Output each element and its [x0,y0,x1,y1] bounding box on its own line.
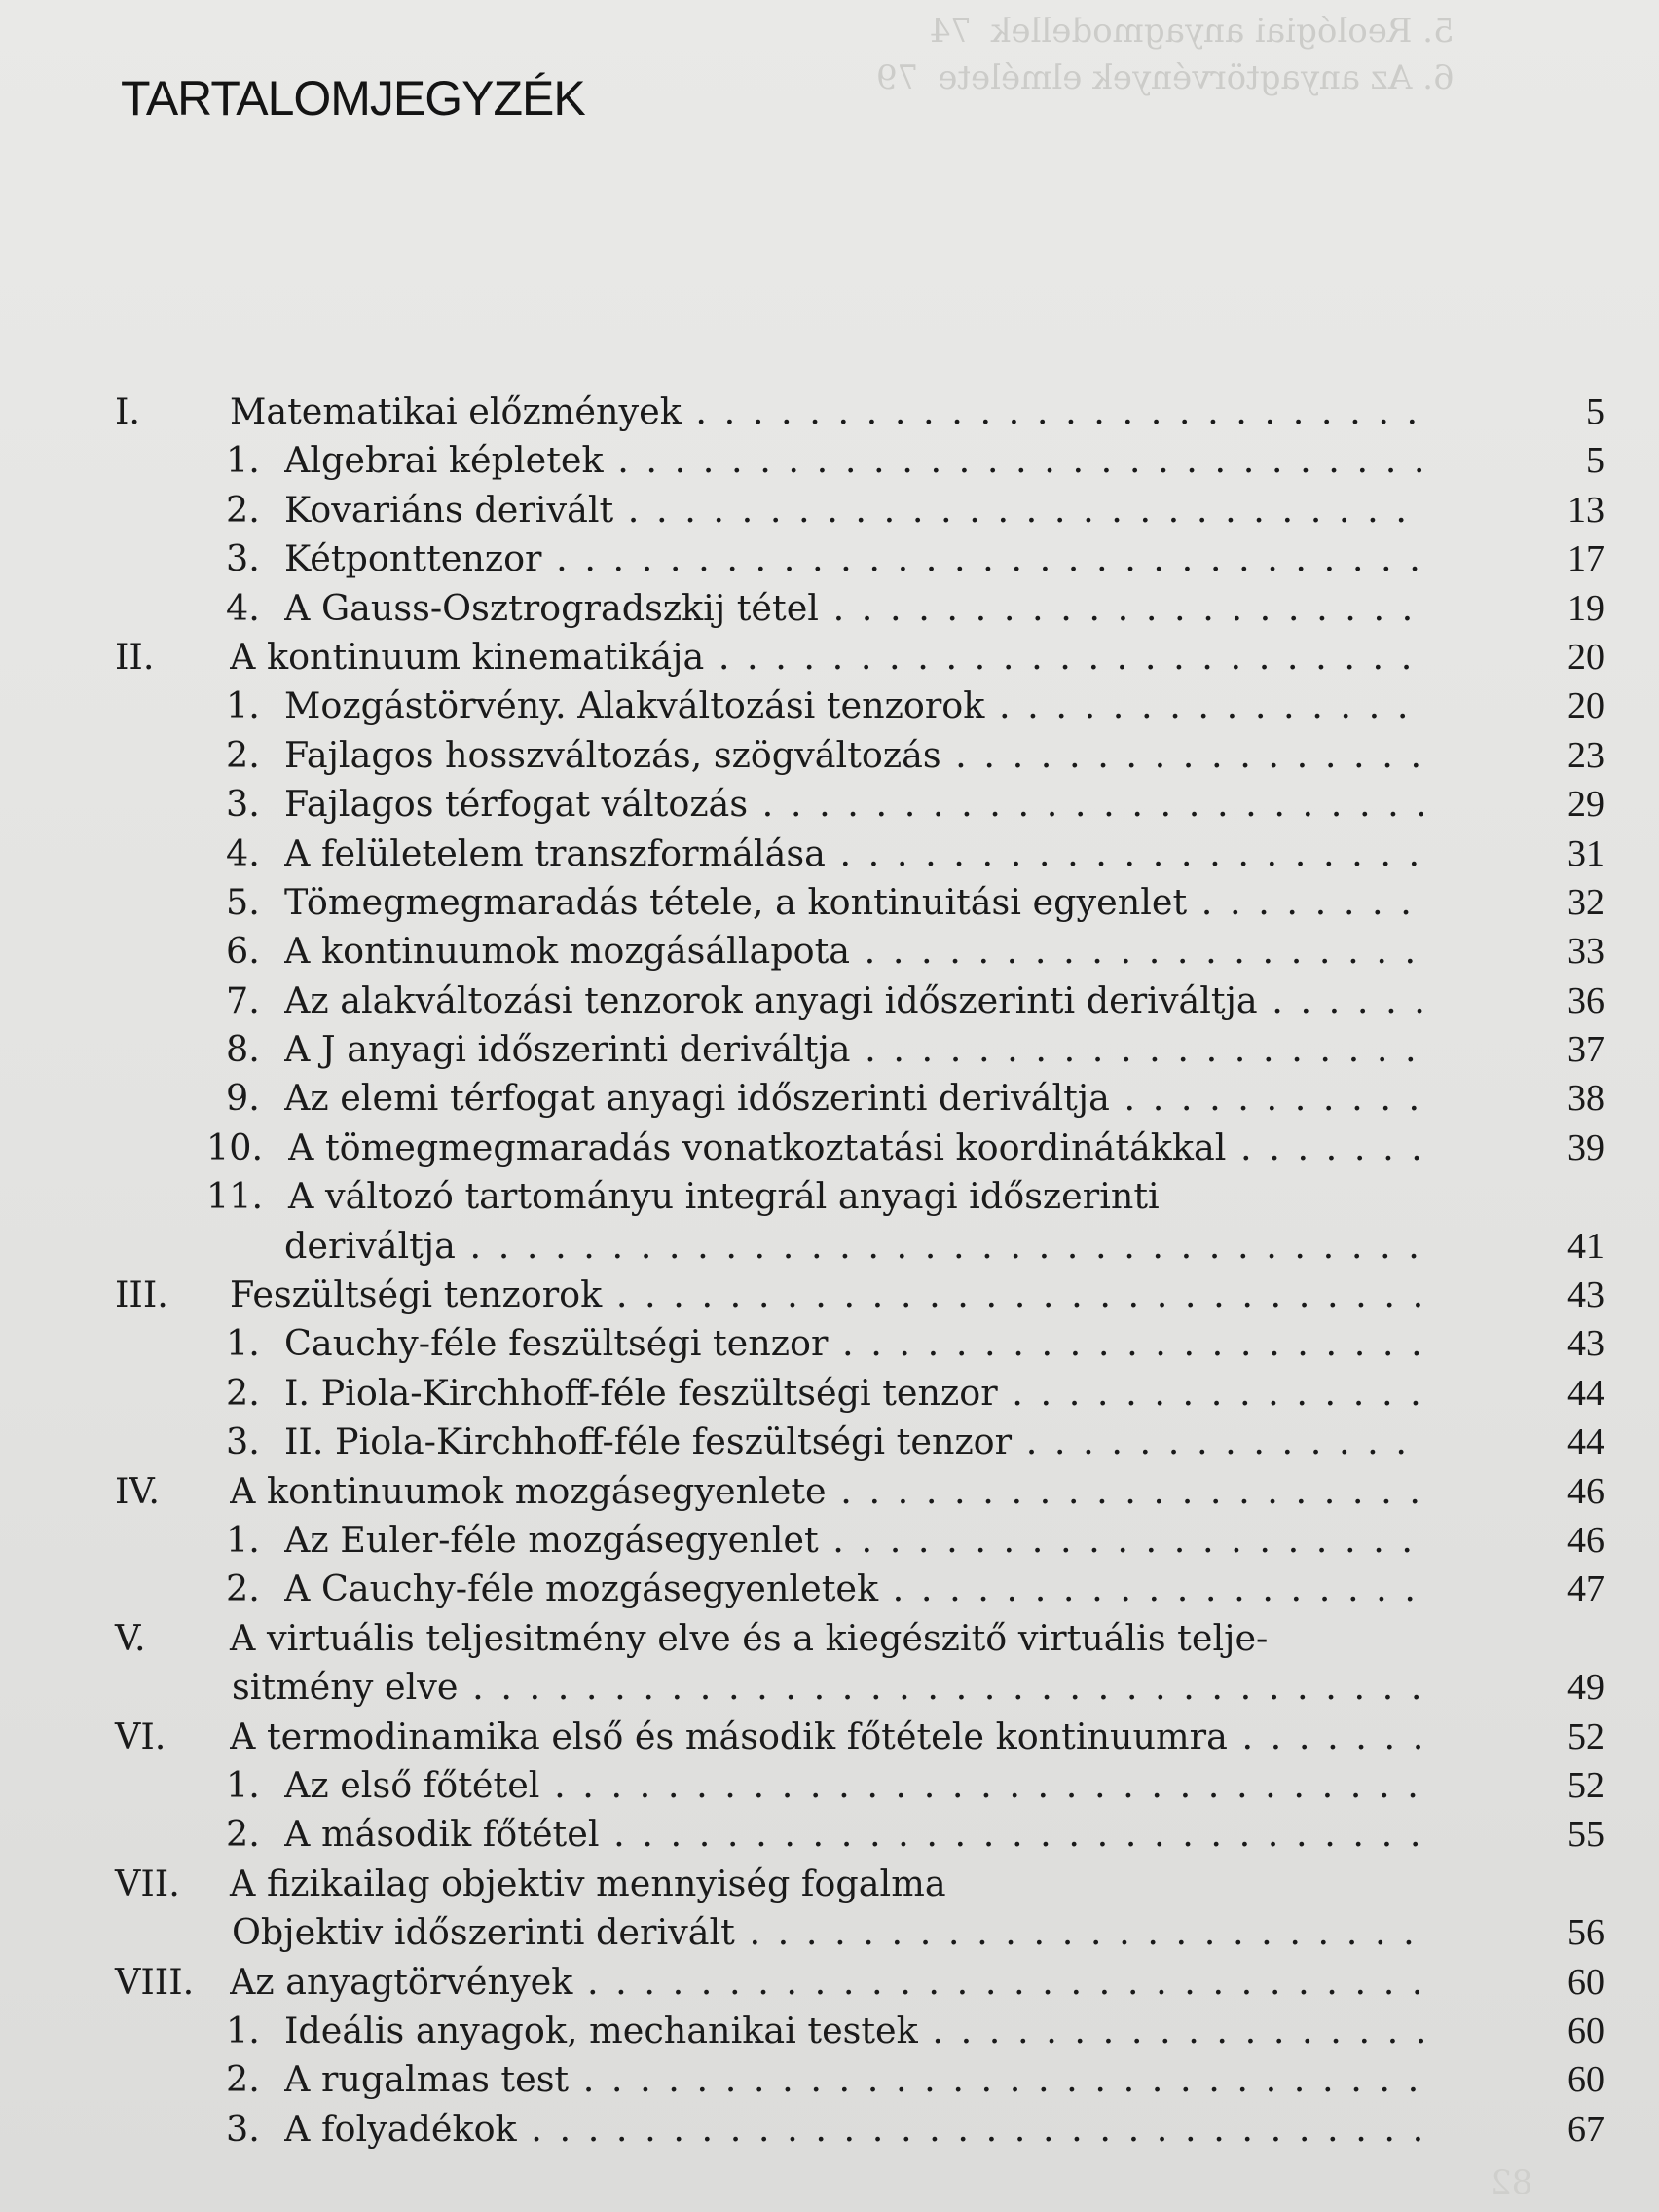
toc-entry [0,1908,1659,1957]
toc-entry-page: 5 [1586,440,1604,482]
toc-entry-number: 3. [226,2107,260,2150]
toc-entry-number: 11. [206,1175,264,1218]
toc-entry-page: 5 [1586,391,1604,432]
toc-entry-label: Az elemi térfogat anyagi időszerinti deriváltja . . . [284,1074,1423,1123]
toc-entry-number: IV. [115,1469,160,1512]
toc-entry-label: A termodinamika első és második főtétele kontinuumra . . . [230,1713,1423,1761]
toc-entry-label: Az Euler-féle mozgásegyenlet . . . [284,1516,1423,1565]
toc-entry-label: Az anyagtörvények . . . [230,1958,1423,2007]
toc-entry-page: 41 [1567,1225,1604,1267]
toc-entry-label: Cauchy-féle feszültségi tenzor . . . [284,1319,1423,1368]
ghost-line-1-label: 5. Reológiai anyagmodellek [991,12,1455,51]
bleed-through-text [876,8,1455,101]
toc-entry [0,486,1659,535]
toc-entry-page: 49 [1567,1667,1604,1709]
toc-entry-number: 6. [226,930,260,973]
toc-entry-number: 2. [226,733,260,776]
toc-entry-page: 52 [1567,1764,1604,1806]
toc-entry [0,1319,1659,1368]
toc-entry-label: Mozgástörvény. Alakváltozási tenzorok . . . [284,682,1423,730]
toc-entry-page: 29 [1567,784,1604,826]
toc-entry-page: 43 [1567,1323,1604,1365]
toc-entry-number: 1. [226,439,260,482]
toc-entry [0,436,1659,485]
toc-entry-label: Tömegmegmaradás tétele, a kontinuitási egyenlet . . . [284,878,1423,927]
toc-entry-page: 36 [1567,979,1604,1021]
toc-entry-page: 33 [1567,931,1604,973]
toc-entry-label: A tömegmegmaradás vonatkoztatási koordinátákkal . . . [288,1124,1427,1172]
toc-entry-label: deriváltja . . . [284,1222,1423,1271]
toc-entry-label: A Gauss-Osztrogradszkij tétel . . . [284,584,1423,633]
toc-entry-number: 4. [226,586,260,629]
toc-entry-number: V. [115,1616,146,1659]
toc-entry-label: Algebrai képletek . . . [284,436,1423,485]
toc-entry [0,977,1659,1025]
toc-entry-page: 32 [1567,881,1604,923]
toc-entry-number: 2. [226,1567,260,1610]
toc-entry [0,1172,1659,1221]
toc-entry [0,1467,1659,1516]
toc-entry-page: 60 [1567,1961,1604,2003]
bleed-through-page-number: 82 [1490,2163,1532,2202]
toc-entry-number: VIII. [115,1960,195,2003]
toc-entry-label: A változó tartományu integrál anyagi időszerinti [288,1175,1160,1218]
toc-entry-label: Ideális anyagok, mechanikai testek . . . [284,2007,1423,2055]
toc-entry-number: 8. [226,1028,260,1071]
toc-entry-page: 13 [1567,489,1604,531]
toc-entry-page: 56 [1567,1912,1604,1954]
toc-entry-label: Az alakváltozási tenzorok anyagi időszerinti deriváltja . . . [284,977,1423,1025]
toc-entry-label: II. Piola-Kirchhoff-féle feszültségi tenzor . . . [284,1418,1423,1466]
toc-entry [0,584,1659,633]
toc-entry-page: 52 [1567,1715,1604,1757]
toc-entry-number: VI. [115,1714,166,1757]
toc-entry [0,1663,1659,1712]
toc-entry-number: 4. [226,831,260,874]
toc-entry-number: 10. [206,1125,264,1168]
toc-entry [0,780,1659,829]
ghost-line-1-page: 74 [929,12,973,51]
toc-entry-page: 31 [1567,832,1604,874]
toc-entry-label: Feszültségi tenzorok . . . [230,1271,1423,1319]
toc-entry-number: I. [115,390,141,432]
toc-entry [0,1565,1659,1613]
ghost-line-2-page: 79 [876,58,919,97]
toc-entry-label: A felületelem transzformálása . . . [284,830,1423,878]
toc-entry [0,535,1659,583]
toc-entry-page: 60 [1567,2059,1604,2101]
toc-entry [0,1713,1659,1761]
toc-entry-page: 17 [1567,538,1604,580]
toc-entry-number: 2. [226,1813,260,1856]
toc-entry-number: 2. [226,488,260,531]
toc-entry-page: 60 [1567,2009,1604,2051]
toc-entry-number: 5. [226,880,260,923]
toc-entry [0,682,1659,730]
toc-entry-number: 1. [226,1763,260,1806]
toc-entry-label: Kétponttenzor . . . [284,535,1423,583]
toc-entry-label: A második főtétel . . . [284,1810,1423,1859]
toc-entry [0,2055,1659,2104]
toc-entry [0,830,1659,878]
toc-entry-number: 2. [226,1371,260,1414]
toc-entry-label: Fajlagos hosszváltozás, szögváltozás . . . [284,731,1423,780]
toc-entry-label: A kontinuumok mozgásegyenlete . . . [230,1467,1423,1516]
toc-entry-number: 2. [226,2058,260,2101]
toc-entry [0,1222,1659,1271]
toc-entry-page: 38 [1567,1078,1604,1120]
toc-entry-label: Fajlagos térfogat változás . . . [284,780,1423,829]
toc-entry-number: III. [115,1273,168,1316]
toc-entry-page: 47 [1567,1568,1604,1610]
toc-entry-number: 1. [226,1518,260,1561]
toc-entry-label: A Cauchy-féle mozgásegyenletek . . . [284,1565,1423,1613]
toc-entry [0,1810,1659,1859]
toc-entry-label: sitmény elve . . . [232,1663,1423,1712]
toc-entry [0,1025,1659,1074]
toc-entry [0,1074,1659,1123]
toc-entry-page: 20 [1567,685,1604,727]
toc-entry [0,1614,1659,1663]
toc-entry-page: 44 [1567,1421,1604,1463]
toc-entry-label: A fizikailag objektiv mennyiség fogalma [230,1862,946,1904]
toc-entry-page: 39 [1567,1126,1604,1168]
toc-entry-page: 46 [1567,1470,1604,1512]
toc-entry [0,878,1659,927]
toc-entry-number: 3. [226,783,260,826]
toc-entry-label: A folyadékok . . . [284,2105,1423,2154]
toc-entry-label: Matematikai előzmények . . . [230,387,1423,436]
toc-entry [0,2105,1659,2154]
toc-entry-label: A kontinuumok mozgásállapota . . . [284,927,1423,976]
toc-entry-page: 55 [1567,1814,1604,1856]
toc-entry-number: 1. [226,684,260,727]
toc-entry-number: VII. [115,1862,180,1904]
toc-entry-page: 19 [1567,587,1604,629]
toc-entry-page: 46 [1567,1519,1604,1561]
toc-entry-number: 1. [226,2009,260,2051]
toc-entry-number: 1. [226,1322,260,1365]
toc-entry-page: 37 [1567,1029,1604,1071]
toc-entry-number: 3. [226,537,260,580]
toc-entry-label: A kontinuum kinematikája . . . [230,633,1423,682]
toc-entry-number: 7. [226,978,260,1021]
toc-entry-page: 43 [1567,1274,1604,1316]
toc-entry-label: Kovariáns derivált . . . [284,486,1423,535]
toc-entry-label: A rugalmas test . . . [284,2055,1423,2104]
toc-entry [0,1369,1659,1418]
table-of-contents [0,387,1659,2154]
page-title: TARTALOMJEGYZÉK [121,71,585,126]
toc-entry [0,1124,1659,1172]
toc-entry-page: 23 [1567,734,1604,776]
toc-entry-label: I. Piola-Kirchhoff-féle feszültségi tenzor . . . [284,1369,1423,1418]
toc-entry [0,1958,1659,2007]
toc-entry-label: Objektiv időszerinti derivált . . . [232,1908,1423,1957]
toc-entry-label: Az első főtétel . . . [284,1761,1423,1810]
toc-entry [0,2007,1659,2055]
toc-entry [0,1860,1659,1908]
toc-entry-page: 44 [1567,1372,1604,1414]
toc-entry [0,387,1659,436]
toc-entry-label: A virtuális teljesitmény elve és a kiegészitő virtuális telje- [230,1616,1269,1659]
toc-entry-number: 3. [226,1420,260,1463]
ghost-line-2-label: 6. Az anyagtörvények elmélete [938,58,1455,97]
toc-entry [0,927,1659,976]
toc-entry [0,1761,1659,1810]
toc-entry [0,1418,1659,1466]
toc-entry [0,633,1659,682]
toc-entry [0,731,1659,780]
toc-entry [0,1271,1659,1319]
toc-entry-number: 9. [226,1077,260,1120]
toc-entry-number: II. [115,635,155,678]
toc-entry-page: 20 [1567,636,1604,678]
toc-entry-label: A J anyagi időszerinti deriváltja . . . [284,1025,1423,1074]
toc-entry-page: 67 [1567,2108,1604,2150]
toc-entry [0,1516,1659,1565]
